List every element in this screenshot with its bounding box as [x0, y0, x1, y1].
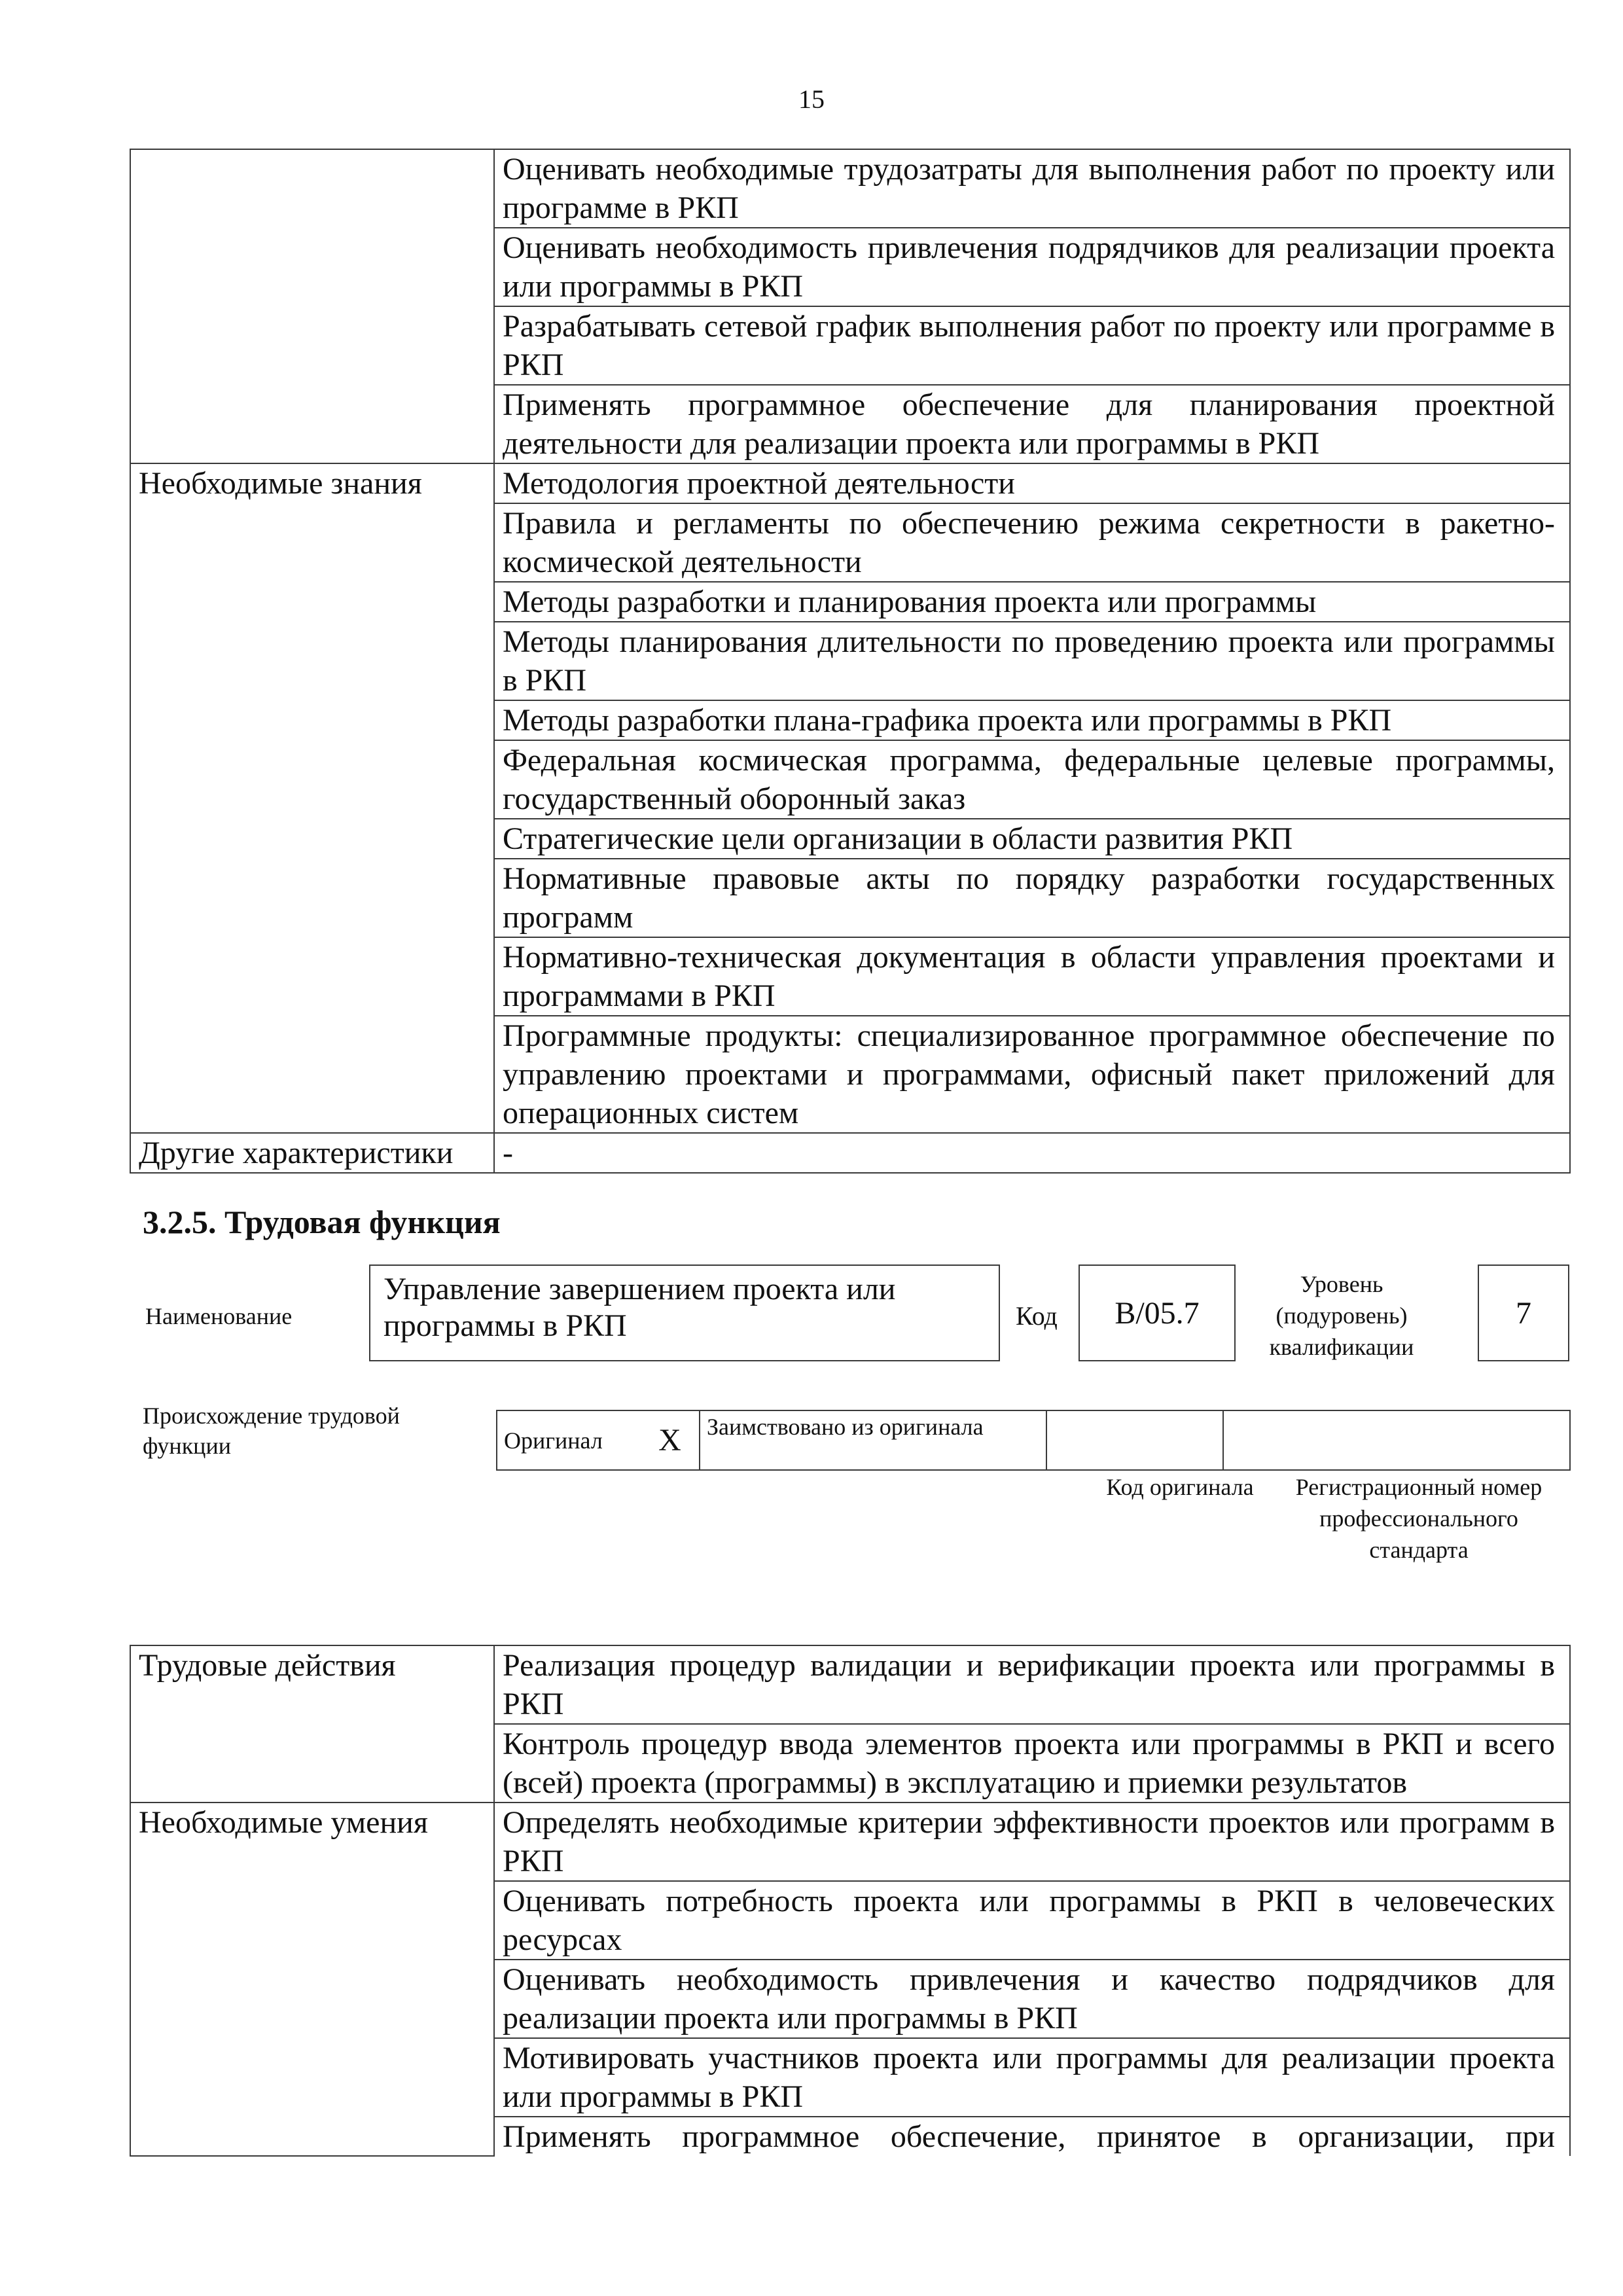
row-label-actions: Трудовые действия: [130, 1645, 494, 1803]
list-item: Стратегические цели организации в области развития РКП: [494, 819, 1570, 859]
name-value-box: Управление завершением проекта или программы в РКП: [369, 1265, 1000, 1361]
code-original-cell: [1046, 1410, 1223, 1470]
table-row: [130, 1803, 1570, 1881]
row-label-other: Другие характеристики: [130, 1133, 494, 1173]
code-label: Код: [1016, 1301, 1058, 1331]
table-row: [130, 463, 1570, 503]
level-label: Уровень (подуровень) квалификации: [1269, 1271, 1414, 1360]
table-row: [130, 1645, 1570, 1724]
list-item: Методы разработки плана-графика проекта или программы в РКП: [494, 700, 1570, 740]
page-number: 15: [798, 84, 825, 114]
name-label: Наименование: [145, 1303, 293, 1329]
list-item: Оценивать необходимость привлечения подрядчиков для реализации проекта или программы в РКП: [494, 228, 1570, 306]
table-row: [497, 1410, 1570, 1470]
row-label-skills: Необходимые умения: [130, 1803, 494, 2156]
list-item: Нормативно-техническая документация в области управления проектами и программами в РКП: [494, 937, 1570, 1016]
code-value-box: B/05.7: [1079, 1265, 1236, 1361]
list-item: Программные продукты: специализированное программное обеспечение по управлению проектами и программами, офисный пакет приложений для операционных систем: [494, 1016, 1570, 1133]
list-item: Применять программное обеспечение, принятое в организации, при: [494, 2117, 1570, 2156]
list-item: Правила и регламенты по обеспечению режима секретности в ракетно-космической деятельности: [494, 503, 1570, 582]
code-original-caption: Код оригинала: [1106, 1474, 1254, 1500]
list-item: Нормативные правовые акты по порядку разработки государственных программ: [494, 859, 1570, 937]
level-value-box: 7: [1478, 1265, 1569, 1361]
list-item: Методология проектной деятельности: [494, 463, 1570, 503]
reg-number-caption: Регистрационный номер профессионального стандарта: [1295, 1474, 1543, 1563]
original-label: Оригинал: [497, 1410, 641, 1470]
list-item: Методы планирования длительности по проведению проекта или программы в РКП: [494, 622, 1570, 700]
list-item: Реализация процедур валидации и верификации проекта или программы в РКП: [494, 1645, 1570, 1724]
list-item: Оценивать потребность проекта или программы в РКП в человеческих ресурсах: [494, 1881, 1570, 1960]
list-item: Определять необходимые критерии эффективности проектов или программ в РКП: [494, 1803, 1570, 1881]
list-item: -: [494, 1133, 1570, 1173]
requirements-table-continued: [130, 149, 1571, 1174]
borrowed-label: Заимствовано из оригинала: [700, 1410, 1046, 1470]
list-item: Оценивать необходимость привлечения и качество подрядчиков для реализации проекта или программы в РКП: [494, 1960, 1570, 2038]
list-item: Контроль процедур ввода элементов проекта или программы в РКП и всего (всей) проекта (программы) в эксплуатацию и приемки результатов: [494, 1724, 1570, 1803]
reg-number-cell: [1223, 1410, 1570, 1470]
list-item: Применять программное обеспечение для планирования проектной деятельности для реализации проекта или программы в РКП: [494, 385, 1570, 463]
origin-label: Происхождение трудовой функции: [143, 1403, 400, 1459]
table-row: [130, 1133, 1570, 1173]
list-item: Оценивать необходимые трудозатраты для выполнения работ по проекту или программе в РКП: [494, 149, 1570, 228]
section-title: 3.2.5. Трудовая функция: [143, 1204, 501, 1240]
list-item: Федеральная космическая программа, федеральные целевые программы, государственный оборонный заказ: [494, 740, 1570, 819]
list-item: Методы разработки и планирования проекта или программы: [494, 582, 1570, 622]
requirements-table: [130, 1645, 1571, 2157]
list-item: Мотивировать участников проекта или программы для реализации проекта или программы в РКП: [494, 2038, 1570, 2117]
row-label-knowledge: Необходимые знания: [130, 463, 494, 1133]
original-mark: X: [641, 1410, 700, 1470]
list-item: Разрабатывать сетевой график выполнения работ по проекту или программе в РКП: [494, 306, 1570, 385]
table-row: [130, 149, 1570, 228]
row-label-empty: [130, 149, 494, 463]
origin-table: [496, 1410, 1571, 1471]
